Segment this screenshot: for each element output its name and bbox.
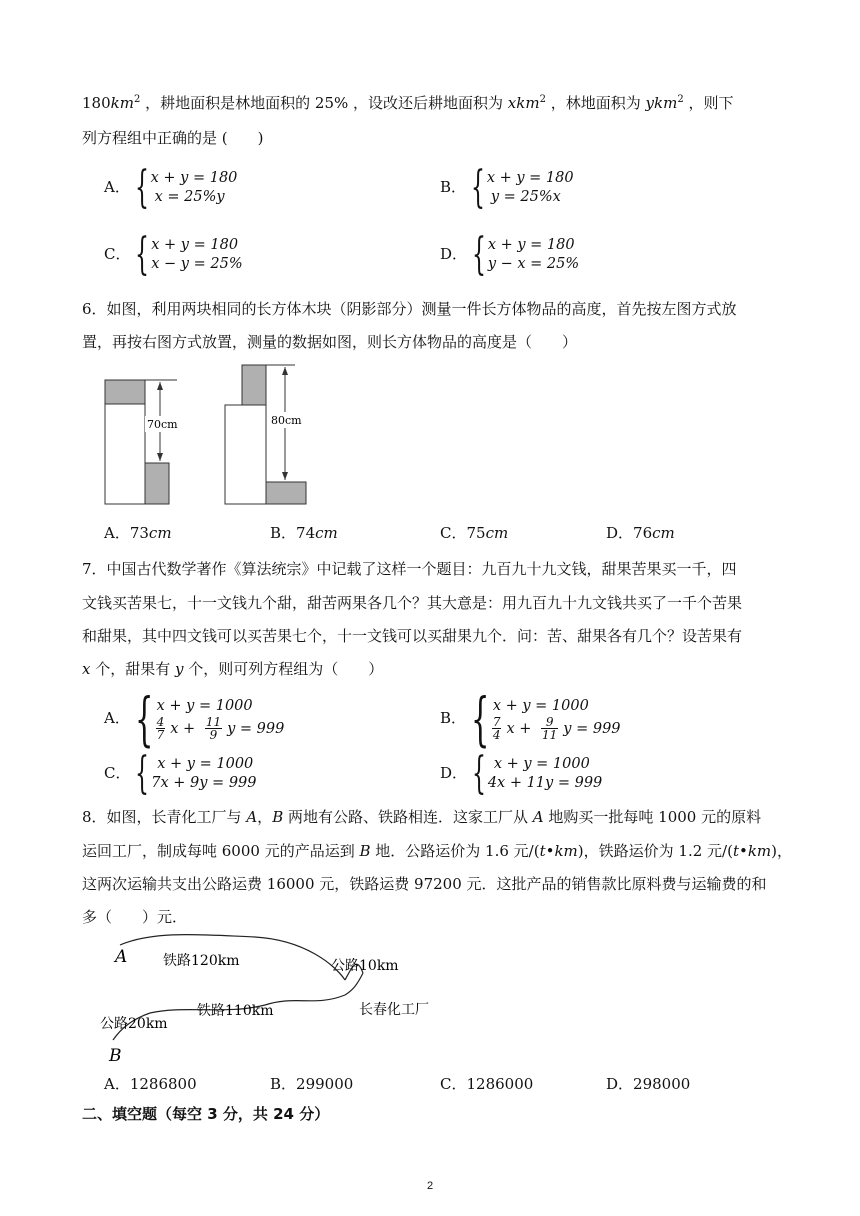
- right-measure-label: 80cm: [271, 414, 302, 427]
- q8-option-b[interactable]: B．299000: [270, 1075, 354, 1093]
- point-a-label: A: [115, 947, 128, 967]
- q8-option-d[interactable]: D．298000: [606, 1075, 691, 1093]
- equation-system: { x + y = 180 x − y = 25%: [135, 229, 243, 280]
- q5-option-c[interactable]: C． { x + y = 180 x − y = 25%: [104, 229, 243, 280]
- road-20-label: 公路20km: [100, 1016, 168, 1032]
- left-bottom-block: [145, 463, 169, 504]
- q7-line-2: 文钱买苦果七，十一文钱九个甜，甜苦两果各几个？其大意是：用九百九十九文钱共买了一千个苦果: [82, 594, 743, 612]
- right-top-block: [242, 365, 266, 405]
- q8-route-map: [95, 925, 465, 1070]
- q8-option-a[interactable]: A．1286800: [104, 1075, 197, 1093]
- page-number: 2: [426, 1180, 434, 1192]
- equation-system: { x + y = 1000 $\frac{7}{4}$ x + $\frac{9}{11}$ y = 999: [470, 685, 621, 753]
- factory-label: 长春化工厂: [359, 1002, 429, 1018]
- q8-option-c[interactable]: C．1286000: [440, 1075, 534, 1093]
- equation-system: { x + y = 180 y = 25%x: [470, 162, 574, 213]
- equation-system: { x + y = 1000 7x + 9y = 999: [135, 748, 257, 799]
- q6-line-1: 6．如图，利用两块相同的长方体木块（阴影部分）测量一件长方体物品的高度，首先按左图方式放: [82, 300, 737, 318]
- q7-option-a[interactable]: A． { x + y = 1000 $\frac{4}{7}$ x + $\frac{11}{9}$ y = 999: [104, 685, 285, 753]
- q6-option-c[interactable]: C．75cm: [440, 524, 509, 542]
- left-top-block: [105, 380, 145, 404]
- right-object: [225, 405, 266, 504]
- q6-line-2: 置，再按右图方式放置，测量的数据如图，则长方体物品的高度是（ ）: [82, 333, 578, 351]
- left-measure-label: 70cm: [147, 418, 178, 431]
- road-10-label: 公路10km: [331, 958, 399, 974]
- q6-option-a[interactable]: A．73cm: [104, 524, 172, 542]
- q8-line-4: 多（ ）元．: [82, 908, 188, 926]
- rail-120-label: 铁路120km: [163, 953, 240, 969]
- right-bottom-block: [266, 482, 306, 504]
- q5-line-1: $180km^2$ ，耕地面积是林地面积的 25% ，设改还后耕地面积为 xkm$^2$ ，林地面积为 ykm$^2$ ，则下: [82, 94, 734, 112]
- q7-option-b[interactable]: B． { x + y = 1000 $\frac{7}{4}$ x + $\frac{9}{11}$ y = 999: [440, 685, 621, 753]
- q5-option-d[interactable]: D． { x + y = 180 y − x = 25%: [440, 229, 580, 280]
- equation-system: { x + y = 180 x = 25%y: [134, 162, 238, 213]
- q7-line-3: 和甜果，其中四文钱可以买苦果七个，十一文钱可以买甜果九个．问：苦、甜果各有几个？设苦果有: [82, 627, 743, 645]
- q7-line-1: 7．中国古代数学著作《算法统宗》中记载了这样一个题目：九百九十九文钱，甜果苦果买一千，四: [82, 560, 737, 578]
- rail-110-label: 铁路110km: [197, 1003, 274, 1019]
- q5-option-b[interactable]: B． { x + y = 180 y = 25%x: [440, 162, 574, 213]
- q8-line-1: 8．如图，长青化工厂与 A，B 两地有公路、铁路相连．这家工厂从 A 地购买一批每吨 1000 元的原料: [82, 808, 762, 826]
- equation-system: { x + y = 1000 4x + 11y = 999: [471, 748, 603, 799]
- q8-line-2: 运回工厂，制成每吨 6000 元的产品运到 B 地．公路运价为 1.6 元/(t•km)，铁路运价为 1.2 元/(t•km)，: [82, 842, 793, 860]
- section-heading: 二、填空题（每空 3 分，共 24 分）: [82, 1105, 330, 1123]
- q6-option-b[interactable]: B．74cm: [270, 524, 338, 542]
- q7-option-d[interactable]: D． { x + y = 1000 4x + 11y = 999: [440, 748, 603, 799]
- q7-option-c[interactable]: C． { x + y = 1000 7x + 9y = 999: [104, 748, 257, 799]
- q6-figure: [95, 360, 315, 510]
- equation-system: { x + y = 1000 $\frac{4}{7}$ x + $\frac{11}{9}$ y = 999: [134, 685, 285, 753]
- left-object: [105, 404, 145, 504]
- q7-line-4: x 个，甜果有 y 个，则可列方程组为（ ）: [82, 660, 384, 678]
- q5-line-2: 列方程组中正确的是 ( ): [82, 129, 264, 147]
- q6-option-d[interactable]: D．76cm: [606, 524, 675, 542]
- q5-option-a[interactable]: A． { x + y = 180 x = 25%y: [104, 162, 238, 213]
- equation-system: { x + y = 180 y − x = 25%: [471, 229, 580, 280]
- point-b-label: B: [109, 1046, 122, 1066]
- q8-line-3: 这两次运输共支出公路运费 16000 元，铁路运费 97200 元．这批产品的销售款比原料费与运输费的和: [82, 875, 767, 893]
